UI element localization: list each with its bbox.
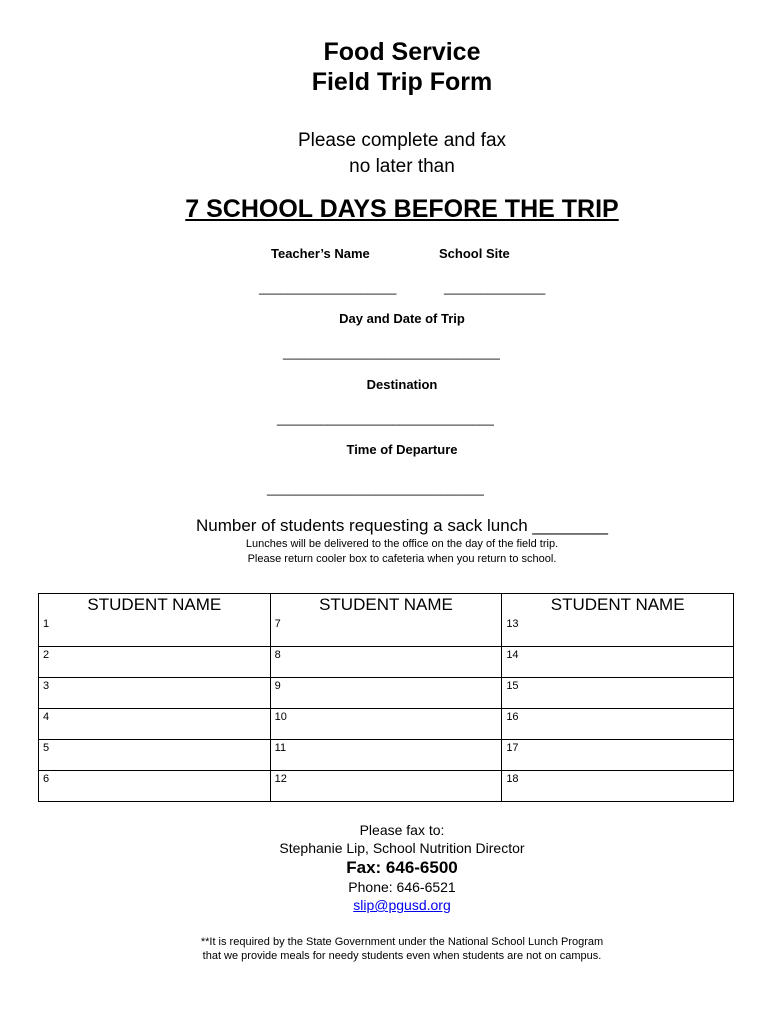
- form-title-line1: Food Service: [323, 38, 481, 66]
- student-name-column-header: STUDENT NAME: [502, 594, 734, 617]
- student-cell[interactable]: 7: [270, 616, 502, 647]
- table-row: [39, 616, 734, 647]
- student-cell[interactable]: 3: [39, 678, 271, 709]
- table-row: [39, 647, 734, 678]
- student-cell[interactable]: 6: [39, 771, 271, 802]
- deadline-heading: 7 SCHOOL DAYS BEFORE THE TRIP: [185, 195, 619, 223]
- destination-label: Destination: [366, 377, 438, 392]
- student-name-table: [38, 593, 734, 802]
- student-cell[interactable]: 5: [39, 740, 271, 771]
- phone-number: Phone: 646-6521: [348, 879, 456, 895]
- student-cell[interactable]: 15: [502, 678, 734, 709]
- instruction-line1: Please complete and fax: [297, 130, 507, 151]
- student-cell[interactable]: 17: [502, 740, 734, 771]
- email-link[interactable]: slip@pgusd.org: [353, 897, 451, 913]
- student-name-column-header: STUDENT NAME: [270, 594, 502, 617]
- student-cell[interactable]: 12: [270, 771, 502, 802]
- delivery-note-line2: Please return cooler box to cafeteria when you return to school.: [247, 553, 557, 565]
- table-row: [39, 740, 734, 771]
- student-cell[interactable]: 8: [270, 647, 502, 678]
- fax-number: Fax: 646-6500: [346, 858, 458, 877]
- student-table-header-row: [39, 594, 734, 617]
- student-cell[interactable]: 13: [502, 616, 734, 647]
- table-row: [39, 709, 734, 740]
- student-cell[interactable]: 14: [502, 647, 734, 678]
- sack-lunch-count-question[interactable]: Number of students requesting a sack lunch ________: [195, 516, 609, 535]
- student-cell[interactable]: 1: [39, 616, 271, 647]
- student-cell[interactable]: 10: [270, 709, 502, 740]
- delivery-note-line1: Lunches will be delivered to the office on the day of the field trip.: [245, 538, 559, 550]
- departure-time-field[interactable]: ______________________________: [267, 481, 484, 496]
- student-cell[interactable]: 9: [270, 678, 502, 709]
- footer-note-line2: that we provide meals for needy students even when students are not on campus.: [202, 950, 602, 962]
- table-row: [39, 771, 734, 802]
- student-cell[interactable]: 4: [39, 709, 271, 740]
- trip-date-label: Day and Date of Trip: [339, 311, 465, 326]
- destination-field[interactable]: ______________________________: [277, 411, 494, 426]
- teacher-name-label: Teacher’s Name: [271, 246, 370, 261]
- contact-name: Stephanie Lip, School Nutrition Director: [279, 840, 525, 856]
- student-name-column-header: STUDENT NAME: [39, 594, 271, 617]
- school-site-field[interactable]: ______________: [444, 280, 546, 295]
- student-cell[interactable]: 18: [502, 771, 734, 802]
- trip-date-field[interactable]: ______________________________: [283, 345, 500, 360]
- instruction-line2: no later than: [349, 156, 455, 177]
- table-row: [39, 678, 734, 709]
- fax-to-label: Please fax to:: [359, 822, 445, 838]
- form-title-line2: Field Trip Form: [311, 68, 493, 96]
- school-site-label: School Site: [439, 246, 510, 261]
- student-cell[interactable]: 11: [270, 740, 502, 771]
- departure-time-label: Time of Departure: [346, 442, 458, 457]
- email-row: [0, 896, 770, 914]
- teacher-name-field[interactable]: ___________________: [259, 280, 397, 295]
- student-cell[interactable]: 16: [502, 709, 734, 740]
- student-cell[interactable]: 2: [39, 647, 271, 678]
- footer-note-line1: **It is required by the State Government under the National School Lunch Program: [200, 936, 604, 948]
